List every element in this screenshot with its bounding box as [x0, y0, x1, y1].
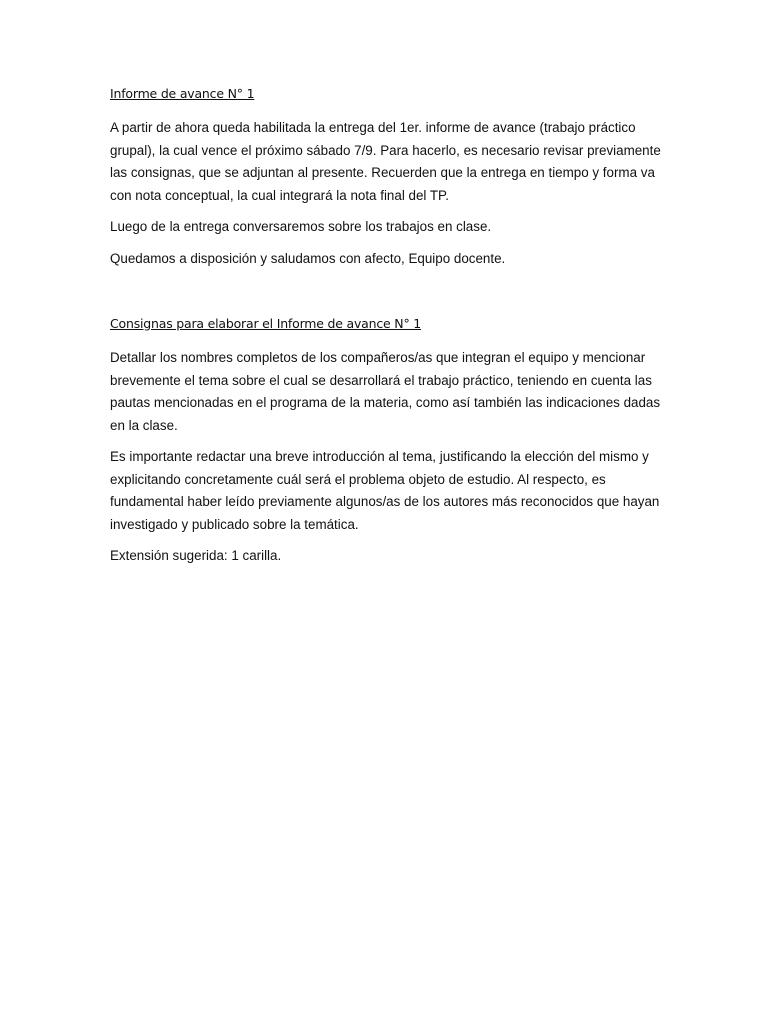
paragraph-extension: Extensión sugerida: 1 carilla. — [110, 548, 282, 563]
paragraph-saludo: Quedamos a disposición y saludamos con afecto, Equipo docente. — [110, 250, 506, 266]
paragraph-detallar: Detallar los nombres completos de los compañeros/as que integran el equipo y mencionar brevemente el tema sobre el cual se desarrollará el trabajo práctico, teniendo en cuenta las pautas mencionadas en el programa de la materia, como así también las indicaciones dadas en la clase. — [110, 350, 661, 433]
document-body — [110, 84, 662, 568]
paragraph-conversaremos: Luego de la entrega conversaremos sobre los trabajos en clase. — [110, 219, 492, 234]
section-heading-consignas: Consignas para elaborar el Informe de avance N° 1 — [110, 316, 422, 331]
section-heading-informe: Informe de avance N° 1 — [110, 86, 255, 101]
paragraph-introduccion: Es importante redactar una breve introducción al tema, justificando la elección del mismo y explicitando concretamente cuál será el problema objeto de estudio. Al respecto, es fundamental haber leído previamente algunos/as de los autores más reconocidos que hayan investigado y publicado sobre la temática. — [110, 449, 660, 532]
paragraph-entrega: A partir de ahora queda habilitada la entrega del 1er. informe de avance (trabajo práctico grupal), la cual vence el próximo sábado 7/9. Para hacerlo, es necesario revisar previamente las consignas, que se adjuntan al presente. Recuerden que la entrega en tiempo y forma va con nota conceptual, la cual integrará la nota final del TP. — [110, 120, 661, 203]
